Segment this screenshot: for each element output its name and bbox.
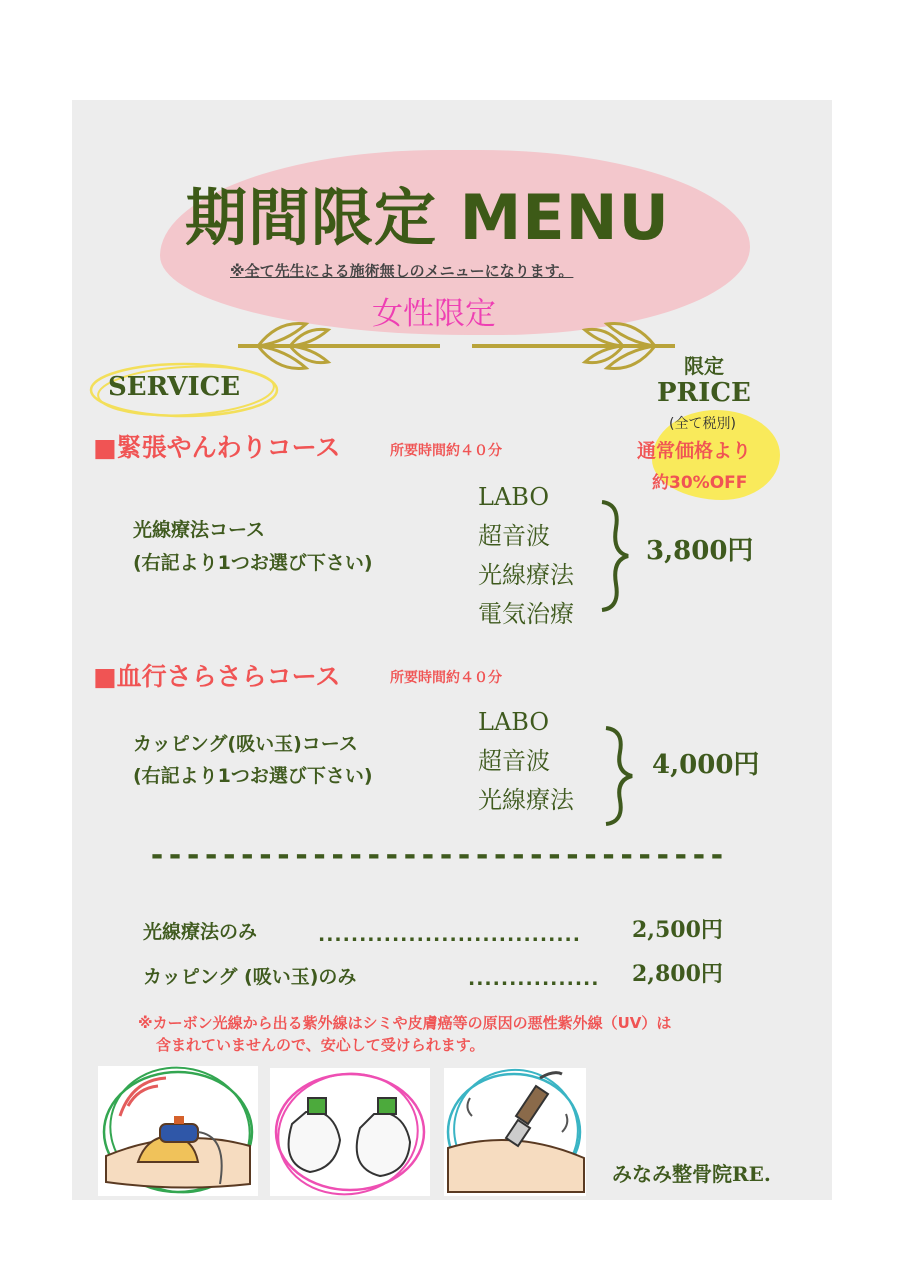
page-title: 期間限定 MENU xyxy=(185,181,670,254)
course-2-title: ■血行さらさらコース xyxy=(93,662,341,691)
course-2-option: LABO xyxy=(478,708,550,736)
single-item-2-dots: ................ xyxy=(468,968,600,990)
limited-label: 限定 xyxy=(684,354,724,378)
discount-note: 約30%OFF xyxy=(652,473,748,493)
course-2-price: 4,000円 xyxy=(652,750,760,780)
course-1-time: 所要時間約４０分 xyxy=(390,443,502,459)
light-therapy-illustration xyxy=(98,1066,258,1196)
normal-price-note: 通常価格より xyxy=(637,440,752,462)
course-2-option: 光線療法 xyxy=(478,786,574,814)
ultrasound-illustration xyxy=(444,1068,586,1196)
single-item-2-label: カッピング (吸い玉)のみ xyxy=(143,966,357,988)
single-item-1-price: 2,500円 xyxy=(632,917,723,943)
tax-note: (全て税別) xyxy=(669,416,736,432)
course-2-options xyxy=(478,703,574,820)
light-therapy-icon xyxy=(98,1066,258,1196)
course-1-label-line2: (右記より1つお選び下さい) xyxy=(133,552,373,574)
course-2-label-line2: (右記より1つお選び下さい) xyxy=(133,765,373,787)
caution-line-1: ※カーボン光線から出る紫外線はシミや皮膚癌等の原因の悪性紫外線（UV）は xyxy=(138,1014,672,1032)
caution-note xyxy=(138,1012,778,1056)
course-1-price: 3,800円 xyxy=(646,536,754,566)
title-note: ※全て先生による施術無しのメニューになります。 xyxy=(230,262,574,280)
course-1-option: 光線療法 xyxy=(478,561,574,589)
course-1-label-line1: 光線療法コース xyxy=(133,519,266,541)
course-1-options xyxy=(478,478,574,634)
section-divider: -------------------------------- xyxy=(148,838,726,873)
right-laurel-icon xyxy=(470,318,685,378)
course-1-option: LABO xyxy=(478,483,550,511)
service-label: SERVICE xyxy=(108,372,241,402)
cupping-icon xyxy=(270,1068,430,1196)
course-1-title: ■緊張やんわりコース xyxy=(93,433,341,462)
course-2-option: 超音波 xyxy=(478,747,550,775)
course-1-brace-icon xyxy=(596,498,636,614)
course-2-brace-icon xyxy=(600,724,640,828)
ultrasound-icon xyxy=(444,1068,586,1196)
caution-line-2: 含まれていませんので、安心して受けられます。 xyxy=(156,1036,485,1054)
women-only-label: 女性限定 xyxy=(372,296,496,332)
course-1-option: 超音波 xyxy=(478,522,550,550)
cupping-illustration xyxy=(270,1068,430,1196)
course-1-option: 電気治療 xyxy=(478,600,574,628)
single-item-1-label: 光線療法のみ xyxy=(143,921,258,943)
course-2-label-line1: カッピング(吸い玉)コース xyxy=(133,733,358,755)
price-label: PRICE xyxy=(657,378,751,408)
single-item-1-dots: ................................ xyxy=(318,924,581,946)
single-item-2-price: 2,800円 xyxy=(632,961,723,987)
course-2-time: 所要時間約４０分 xyxy=(390,670,502,686)
clinic-name: みなみ整骨院RE. xyxy=(612,1162,771,1186)
